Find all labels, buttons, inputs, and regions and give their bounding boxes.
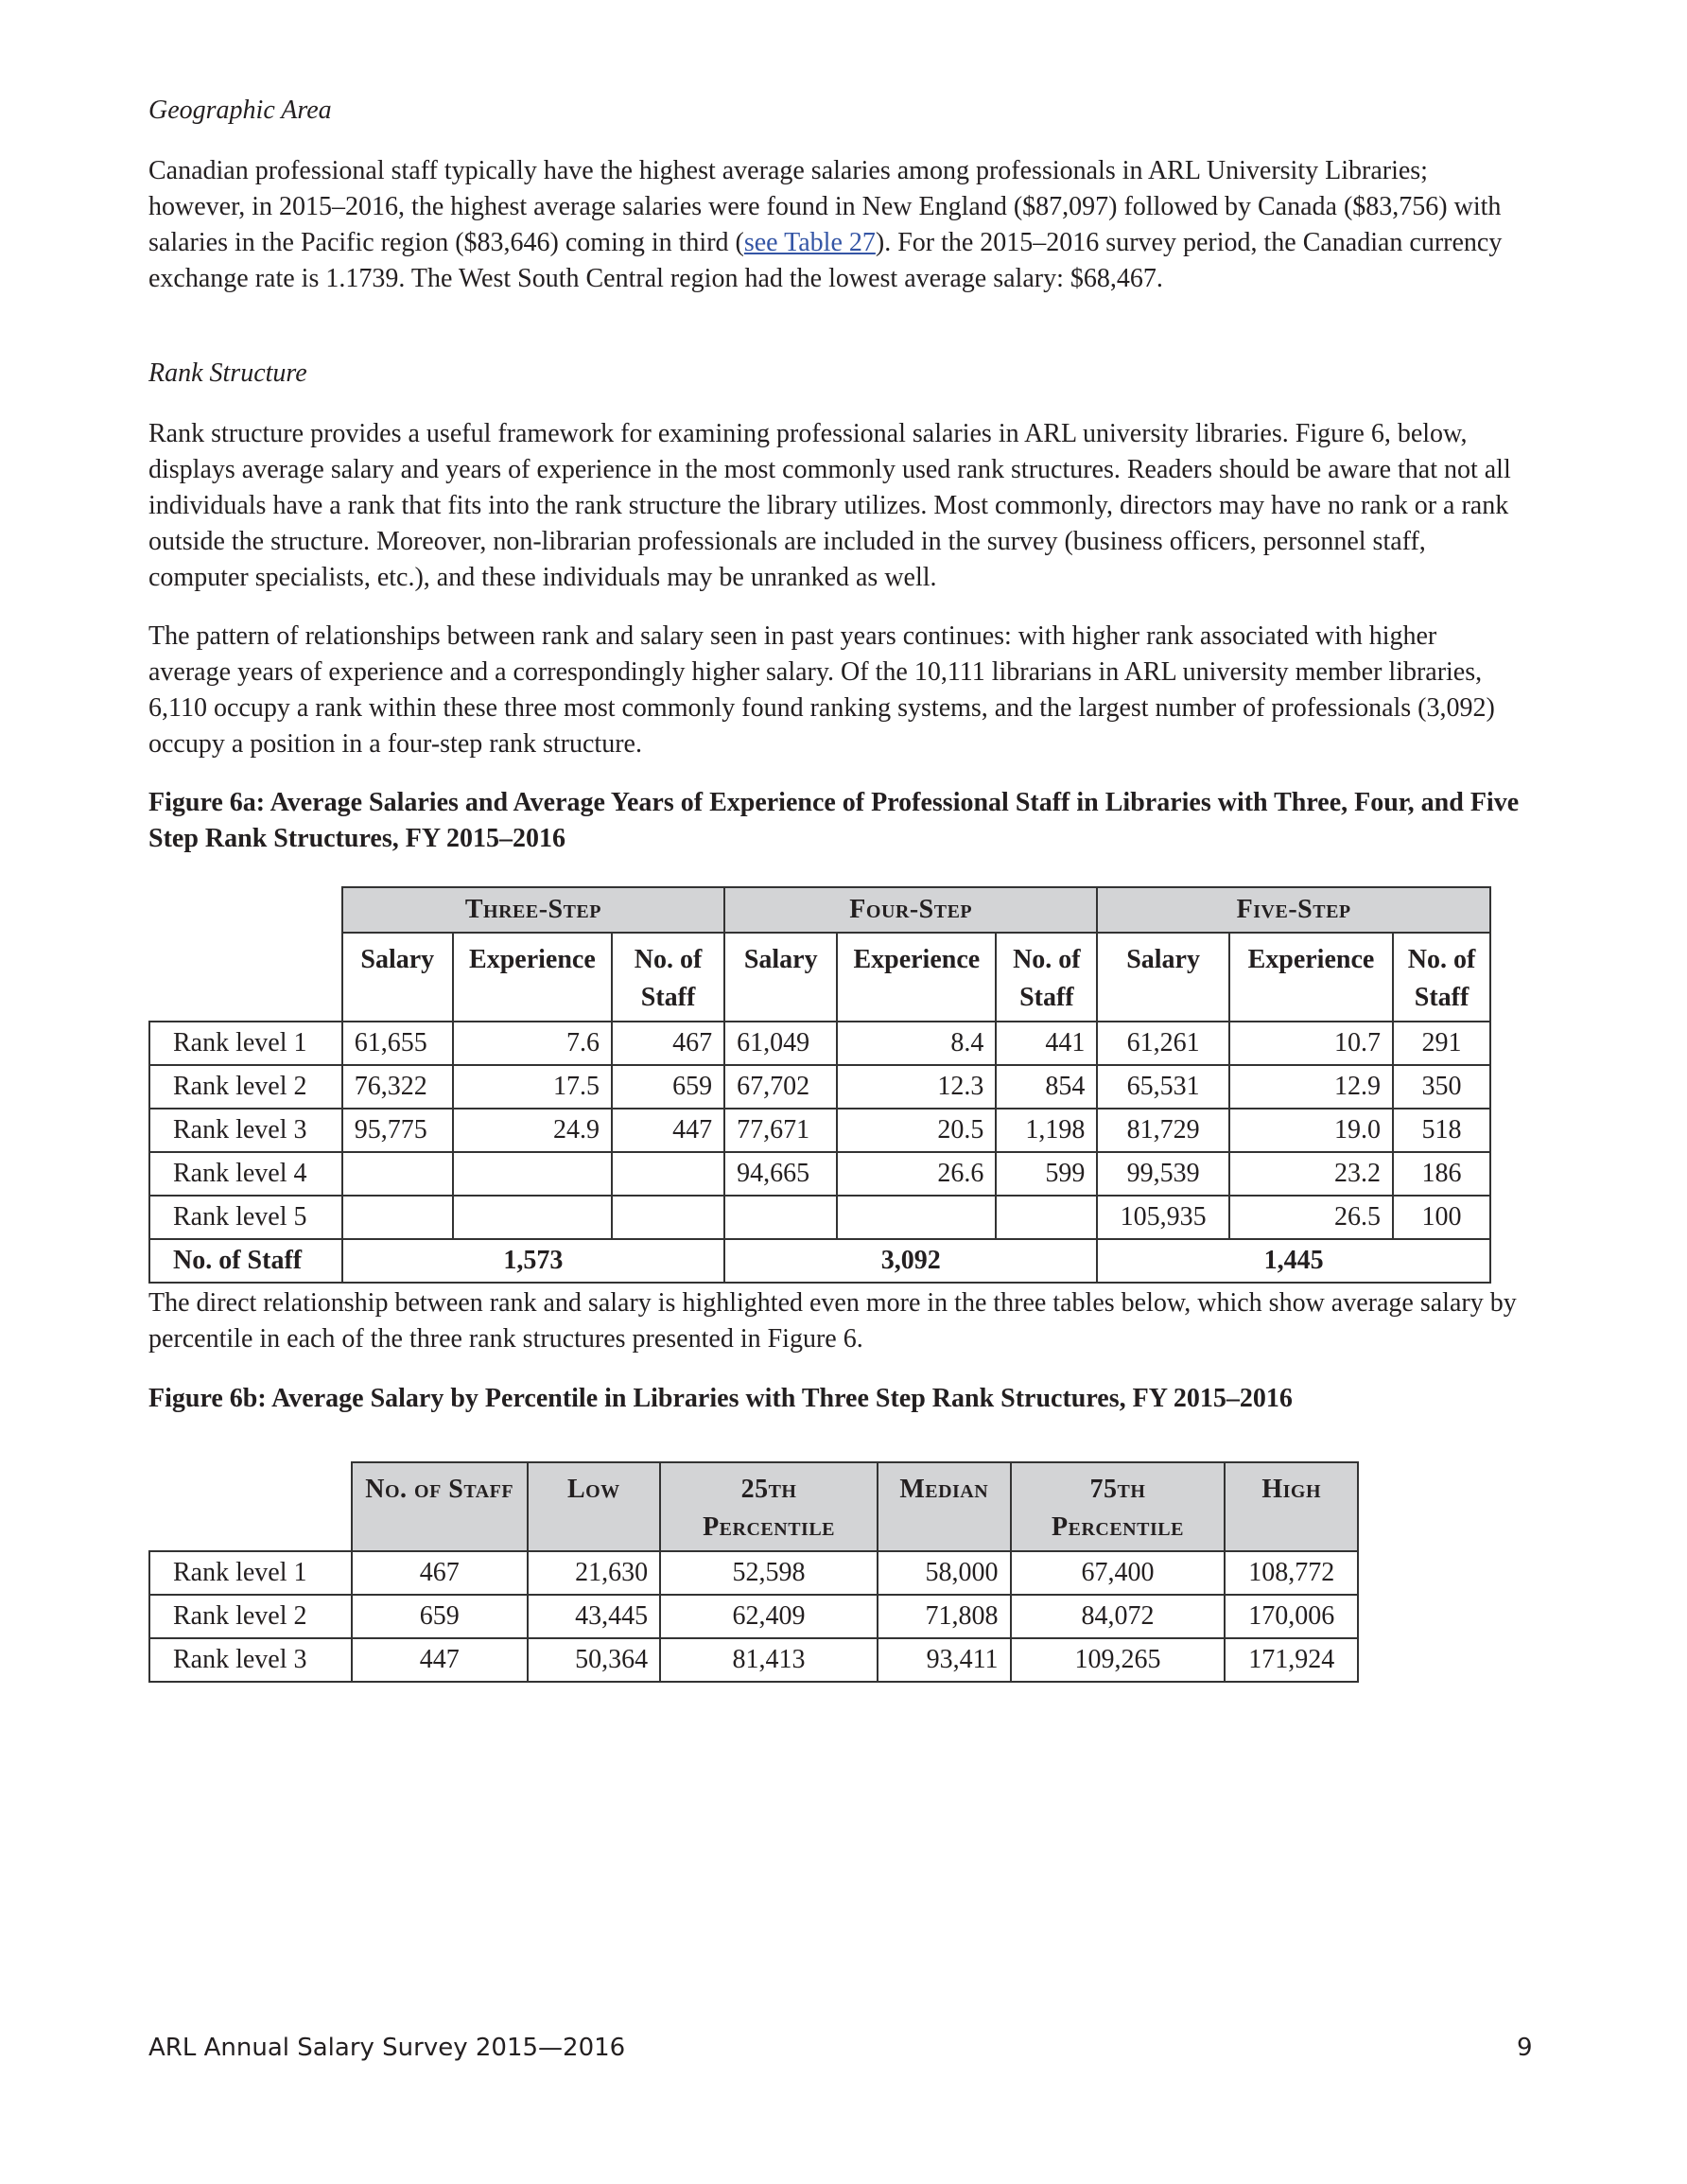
row-label: Rank level 2 [149, 1595, 352, 1638]
col-header-experience: Experience [1229, 933, 1393, 1022]
table-cell: 518 [1393, 1109, 1490, 1152]
paragraph-geographic-text-1: Canadian professional staff typically have the highest average salaries among professionals in ARL University Libraries; however, in 2015–2016, the highest average salaries were found in New England ($87,097) followed by Canada ($83,756) with salaries in the Pacific region ($83,646) coming in third ( [148, 156, 1502, 257]
row-label: Rank level 4 [149, 1152, 342, 1196]
table-cell: 599 [996, 1152, 1097, 1196]
table-row [149, 1595, 1358, 1638]
col-header-salary: Salary [1097, 933, 1229, 1022]
table-total-row [149, 1239, 1490, 1283]
group-header-four-step: Four-Step [724, 887, 1097, 933]
table-row [149, 1109, 1490, 1152]
row-label: Rank level 1 [149, 1551, 352, 1595]
col-header-no-of-staff: No. of Staff [352, 1462, 528, 1551]
table-row [149, 1638, 1358, 1682]
table-cell: 8.4 [837, 1022, 996, 1065]
row-label: Rank level 2 [149, 1065, 342, 1109]
paragraph-rank-structure-1: Rank structure provides a useful framework for examining professional salaries in ARL university libraries. Figure 6, below, displays average salary and years of experience in the most commonly used rank structures. Readers should be aware that not all individuals have a rank that fits into the rank structure the library utilizes. Most commonly, directors may have no rank or a rank outside the structure. Moreover, non-librarian professionals are included in the survey (business officers, personnel staff, computer specialists, etc.), and these individuals may be unranked as well. [148, 419, 1511, 592]
table-row [149, 1065, 1490, 1109]
col-header-high: High [1225, 1462, 1358, 1551]
table-cell: 95,775 [342, 1109, 453, 1152]
figure-6b-table [148, 1461, 1359, 1683]
table-cell: 109,265 [1011, 1638, 1226, 1682]
table-cell: 108,772 [1225, 1551, 1358, 1595]
group-header-five-step: Five-Step [1097, 887, 1490, 933]
table-cell [342, 1152, 453, 1196]
table-cell: 58,000 [878, 1551, 1011, 1595]
table-cell: 43,445 [528, 1595, 661, 1638]
table-cell [612, 1196, 724, 1239]
group-header-three-step: Three-Step [342, 887, 724, 933]
col-header-75th-percentile: 75th Percentile [1011, 1462, 1226, 1551]
row-label: Rank level 3 [149, 1638, 352, 1682]
table-cell: 659 [352, 1595, 528, 1638]
table-cell: 23.2 [1229, 1152, 1393, 1196]
table-cell: 447 [612, 1109, 724, 1152]
col-header-salary: Salary [342, 933, 453, 1022]
paragraph-geographic-text-2: ). For the 2015–2016 survey period, the Canadian currency exchange rate is 1.1739. The West South Central region had the lowest average salary: $68,467. [148, 228, 1503, 293]
table-cell: 26.6 [837, 1152, 996, 1196]
table-row [149, 1022, 1490, 1065]
table-cell: 21,630 [528, 1551, 661, 1595]
table-cell: 24.9 [453, 1109, 612, 1152]
table-cell: 105,935 [1097, 1196, 1229, 1239]
col-header-low: Low [528, 1462, 661, 1551]
table-cell: 467 [612, 1022, 724, 1065]
table-cell: 100 [1393, 1196, 1490, 1239]
table-cell: 71,808 [878, 1595, 1011, 1638]
section-heading-geographic-area: Geographic Area [148, 96, 332, 125]
total-three-step: 1,573 [342, 1239, 724, 1283]
table-cell [837, 1196, 996, 1239]
row-label: Rank level 5 [149, 1196, 342, 1239]
table-row [149, 1152, 1490, 1196]
figure-6b-caption: Figure 6b: Average Salary by Percentile in Libraries with Three Step Rank Structures, FY 2015–2016 [148, 1384, 1293, 1413]
table-cell: 99,539 [1097, 1152, 1229, 1196]
table-cell: 10.7 [1229, 1022, 1393, 1065]
table-cell: 854 [996, 1065, 1097, 1109]
figure-6a-table [148, 886, 1491, 1284]
corner-blank-2 [149, 933, 342, 1022]
row-label: Rank level 3 [149, 1109, 342, 1152]
table-cell: 93,411 [878, 1638, 1011, 1682]
table-cell: 26.5 [1229, 1196, 1393, 1239]
table-cell [996, 1196, 1097, 1239]
total-four-step: 3,092 [724, 1239, 1097, 1283]
table-cell: 447 [352, 1638, 528, 1682]
paragraph-geographic [148, 153, 1520, 297]
col-header-25th-percentile: 25th Percentile [660, 1462, 878, 1551]
table-cell: 171,924 [1225, 1638, 1358, 1682]
table-cell: 659 [612, 1065, 724, 1109]
section-heading-rank-structure: Rank Structure [148, 358, 307, 388]
table-cell: 67,400 [1011, 1551, 1226, 1595]
table-cell: 19.0 [1229, 1109, 1393, 1152]
table-cell: 61,049 [724, 1022, 837, 1065]
table-cell [453, 1152, 612, 1196]
col-header-median: Median [878, 1462, 1011, 1551]
table-cell: 76,322 [342, 1065, 453, 1109]
table-cell: 1,198 [996, 1109, 1097, 1152]
table-cell: 20.5 [837, 1109, 996, 1152]
table-cell: 94,665 [724, 1152, 837, 1196]
table-cell: 50,364 [528, 1638, 661, 1682]
page-number: 9 [1517, 2034, 1533, 2062]
footer-title: ARL Annual Salary Survey 2015—2016 [148, 2034, 626, 2062]
table-cell: 186 [1393, 1152, 1490, 1196]
table-cell: 291 [1393, 1022, 1490, 1065]
table-row [149, 1196, 1490, 1239]
paragraph-percentile-intro: The direct relationship between rank and salary is highlighted even more in the three tables below, which show average salary by percentile in each of the three rank structures presented in Figure 6. [148, 1288, 1517, 1354]
table-row [149, 1551, 1358, 1595]
col-header-no-of-staff: No. of Staff [612, 933, 724, 1022]
table-cell [724, 1196, 837, 1239]
corner-blank [149, 887, 342, 933]
table-cell: 61,655 [342, 1022, 453, 1065]
table-cell [612, 1152, 724, 1196]
table-cell: 65,531 [1097, 1065, 1229, 1109]
col-header-no-of-staff: No. of Staff [1393, 933, 1490, 1022]
table-cell: 350 [1393, 1065, 1490, 1109]
table-cell: 52,598 [660, 1551, 878, 1595]
table-cell: 441 [996, 1022, 1097, 1065]
paragraph-rank-structure-2: The pattern of relationships between rank and salary seen in past years continues: with higher rank associated with higher average years of experience and a correspondingly higher salary. Of the 10,111 librarians in ARL university member libraries, 6,110 occupy a rank within these three most commonly found ranking systems, and the largest number of professionals (3,092) occupy a position in a four-step rank structure. [148, 621, 1495, 759]
table-cell: 467 [352, 1551, 528, 1595]
table-cell: 81,729 [1097, 1109, 1229, 1152]
table-cell: 61,261 [1097, 1022, 1229, 1065]
row-label: Rank level 1 [149, 1022, 342, 1065]
table-cell: 12.3 [837, 1065, 996, 1109]
table-cell: 84,072 [1011, 1595, 1226, 1638]
col-header-no-of-staff: No. of Staff [996, 933, 1097, 1022]
table-cell: 7.6 [453, 1022, 612, 1065]
table-cell: 81,413 [660, 1638, 878, 1682]
table-cell: 67,702 [724, 1065, 837, 1109]
table-cell [342, 1196, 453, 1239]
col-header-salary: Salary [724, 933, 837, 1022]
total-five-step: 1,445 [1097, 1239, 1490, 1283]
link-see-table-27[interactable]: see Table 27 [743, 228, 876, 257]
table-cell: 17.5 [453, 1065, 612, 1109]
figure-6a-caption: Figure 6a: Average Salaries and Average Years of Experience of Professional Staff in Libraries with Three, Four, and Five Step Rank Structures, FY 2015–2016 [148, 788, 1520, 853]
table-cell: 62,409 [660, 1595, 878, 1638]
table-cell [453, 1196, 612, 1239]
total-row-label: No. of Staff [149, 1239, 342, 1283]
table-cell: 170,006 [1225, 1595, 1358, 1638]
col-header-experience: Experience [837, 933, 996, 1022]
table-cell: 77,671 [724, 1109, 837, 1152]
col-header-experience: Experience [453, 933, 612, 1022]
corner-blank [149, 1462, 352, 1551]
table-cell: 12.9 [1229, 1065, 1393, 1109]
